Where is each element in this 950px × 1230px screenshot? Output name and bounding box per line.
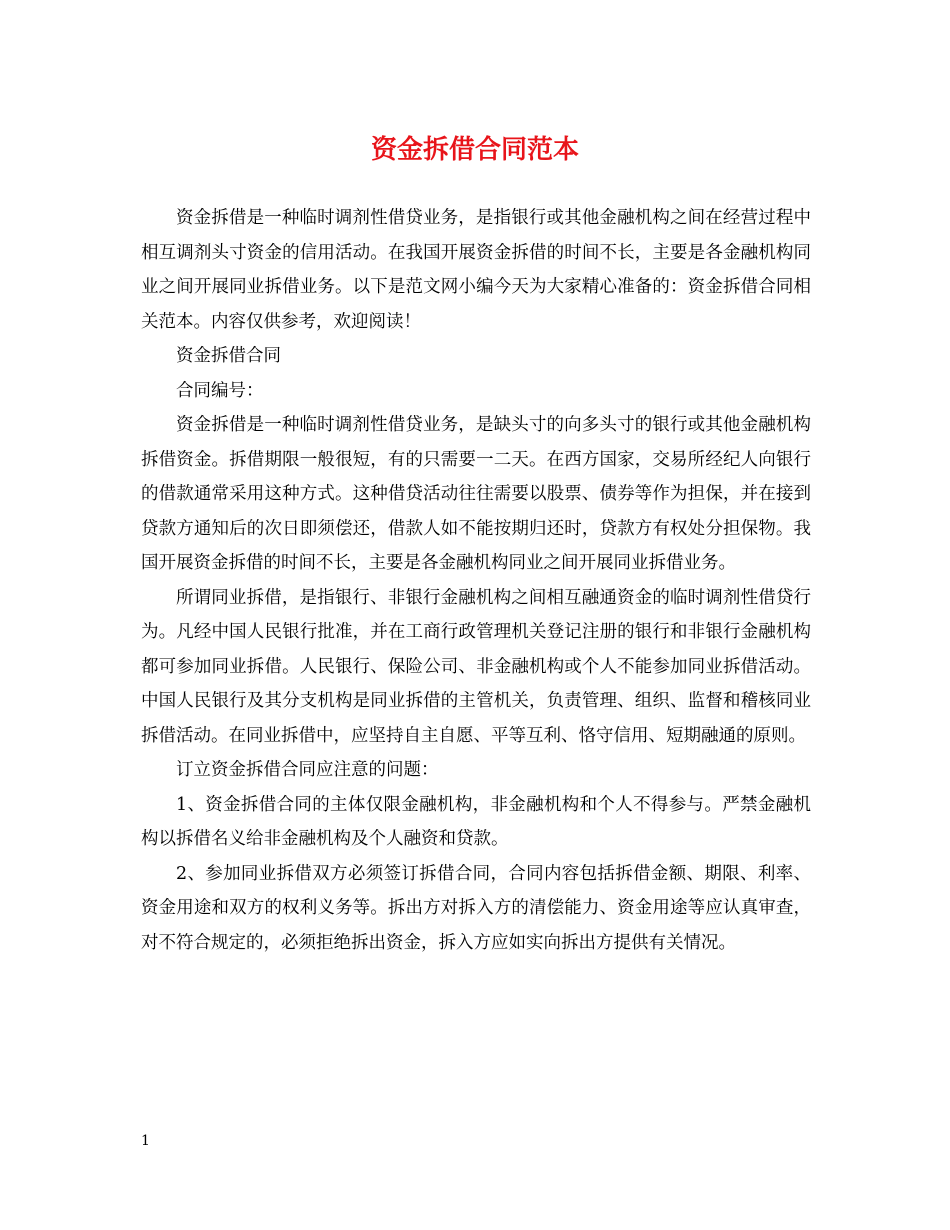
note-item-2: 2、参加同业拆借双方必须签订拆借合同，合同内容包括拆借金额、期限、利率、资金用途和双方的权利义务等。拆出方对拆入方的清偿能力、资金用途等应认真审查，对不符合规定的，必须拒绝拆出资金，拆入方应如实向拆出方提供有关情况。	[141, 863, 811, 953]
document-body	[141, 201, 811, 960]
contract-number-label: 合同编号：	[176, 380, 264, 401]
notes-heading: 订立资金拆借合同应注意的问题：	[176, 760, 439, 780]
note-item-1: 1、资金拆借合同的主体仅限金融机构，非金融机构和个人不得参与。严禁金融机构以拆借名义给非金融机构及个人融资和贷款。	[141, 794, 811, 849]
interbank-paragraph: 所谓同业拆借，是指银行、非银行金融机构之间相互融通资金的临时调剂性借贷行为。凡经中国人民银行批准，并在工商行政管理机关登记注册的银行和非银行金融机构都可参加同业拆借。人民银行、保险公司、非金融机构或个人不能参加同业拆借活动。中国人民银行及其分支机构是同业拆借的主管机关，负责管理、组织、监督和稽核同业拆借活动。在同业拆借中，应坚持自主自愿、平等互利、恪守信用、短期融通的原则。	[141, 587, 811, 746]
contract-heading: 资金拆借合同	[176, 346, 281, 366]
page-number: 1	[141, 1133, 150, 1149]
document-title: 资金拆借合同范本	[370, 135, 579, 165]
intro-paragraph: 资金拆借是一种临时调剂性借贷业务，是指银行或其他金融机构之间在经营过程中相互调剂头寸资金的信用活动。在我国开展资金拆借的时间不长，主要是各金融机构同业之间开展同业拆借业务。以下是范文网小编今天为大家精心准备的：资金拆借合同相关范本。内容仅供参考，欢迎阅读！	[141, 208, 811, 332]
definition-paragraph: 资金拆借是一种临时调剂性借贷业务，是缺头寸的向多头寸的银行或其他金融机构拆借资金。拆借期限一般很短，有的只需要一二天。在西方国家，交易所经纪人向银行的借款通常采用这种方式。这种借贷活动往往需要以股票、债券等作为担保，并在接到贷款方通知后的次日即须偿还，借款人如不能按期归还时，贷款方有权处分担保物。我国开展资金拆借的时间不长，主要是各金融机构同业之间开展同业拆借业务。	[141, 415, 811, 573]
